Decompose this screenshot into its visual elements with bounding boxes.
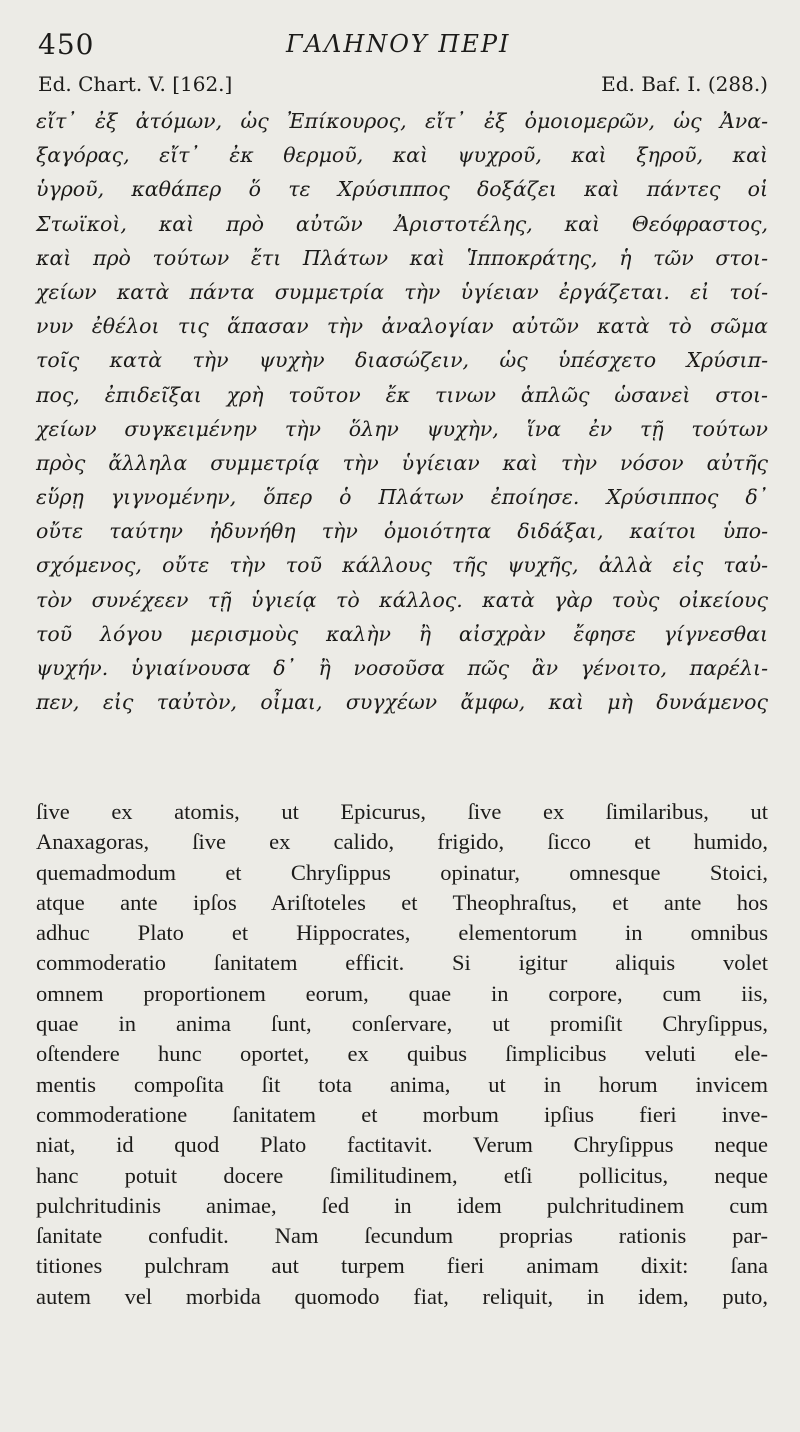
latin-text-line: oſtendere hunc oportet, ex quibus ſimplicibus veluti ele- <box>36 1041 768 1067</box>
latin-text-line: adhuc Plato et Hippocrates, elementorum in omnibus <box>36 920 768 946</box>
greek-text-line: τοῦ λόγου μερισμοὺς καλὴν ἢ αἰσχρὰν ἔφησε γίγνεσθαι <box>36 621 768 646</box>
latin-text-line: niat, id quod Plato factitavit. Verum Chryſippus neque <box>36 1132 768 1158</box>
latin-text-line: ſanitate confudit. Nam ſecundum proprias rationis par- <box>36 1223 768 1249</box>
greek-text-line: χείων συγκειμένην τὴν ὅλην ψυχὴν, ἵνα ἐν τῇ τούτων <box>36 416 768 441</box>
latin-text-line: commoderatio ſanitatem efficit. Si igitur aliquis volet <box>36 950 768 976</box>
edition-right: Ed. Baf. I. (288.) <box>601 72 768 96</box>
greek-text-line: ὑγροῦ, καθάπερ ὅ τε Χρύσιππος δοξάζει καὶ πάντες οἱ <box>36 177 768 202</box>
latin-text-line: ſive ex atomis, ut Epicurus, ſive ex ſimilaribus, ut <box>36 799 768 824</box>
page-header <box>38 26 768 66</box>
latin-text-line: omnem proportionem eorum, quae in corpore, cum iis, <box>36 980 768 1006</box>
greek-text-line: πεν, εἰς ταὐτὸν, οἶμαι, συγχέων ἄμφω, καὶ μὴ δυνάμενος <box>36 690 768 715</box>
greek-text-block <box>36 104 768 719</box>
greek-text-line: οὔτε ταύτην ἠδυνήθη τὴν ὁμοιότητα διδάξαι, καίτοι ὑπο- <box>36 519 768 544</box>
greek-text-line: τὸν συνέχεεν τῇ ὑγιείᾳ τὸ κάλλος. κατὰ γὰρ τοὺς οἰκείους <box>36 587 768 612</box>
greek-text-line: νυν ἐθέλοι τις ἅπασαν τὴν ἀναλογίαν αὐτῶν κατὰ τὸ σῶμα <box>36 314 768 339</box>
greek-text-line: Στωϊκοὶ, καὶ πρὸ αὐτῶν Ἀριστοτέλης, καὶ Θεόφραστος, <box>36 211 768 236</box>
greek-text-line: πος, ἐπιδεῖξαι χρὴ τοῦτον ἔκ τινων ἁπλῶς ὡσανεὶ στοι- <box>36 382 768 407</box>
latin-text-line: commoderatione ſanitatem et morbum ipſius fieri inve- <box>36 1101 768 1127</box>
edition-left: Ed. Chart. V. [162.] <box>38 72 233 96</box>
latin-text-block <box>36 797 768 1312</box>
greek-text-line: χείων κατὰ πάντα συμμετρία τὴν ὑγίειαν ἐργάζεται. εἰ τοί- <box>36 279 768 304</box>
greek-text-line: εἴτ᾿ ἐξ ἀτόμων, ὡς Ἐπίκουρος, εἴτ᾿ ἐξ ὁμοιομερῶν, ὡς Ἀνα- <box>36 109 768 133</box>
greek-text-line: ψυχήν. ὑγιαίνουσα δ᾿ ἢ νοσοῦσα πῶς ἂν γένοιτο, παρέλι- <box>36 656 768 680</box>
greek-text-line: σχόμενος, οὔτε τὴν τοῦ κάλλους τῆς ψυχῆς, ἀλλὰ εἰς ταὐ- <box>36 553 768 578</box>
greek-text-line: πρὸς ἄλληλα συμμετρίᾳ τὴν ὑγίειαν καὶ τὴν νόσον αὐτῆς <box>36 450 768 475</box>
latin-text-line: autem vel morbida quomodo fiat, reliquit, in idem, puto, <box>36 1283 768 1309</box>
latin-text-line: titiones pulchram aut turpem fieri animam dixit: ſana <box>36 1253 768 1279</box>
latin-text-line: atque ante ipſos Ariſtoteles et Theophraſtus, et ante hos <box>36 889 768 915</box>
greek-text-line: τοῖς κατὰ τὴν ψυχὴν διασώζειν, ὡς ὑπέσχετο Χρύσιπ- <box>36 348 768 373</box>
page-number: 450 <box>38 28 95 61</box>
latin-text-line: hanc potuit docere ſimilitudinem, etſi pollicitus, neque <box>36 1162 768 1188</box>
latin-text-line: quemadmodum et Chryſippus opinatur, omnesque Stoici, <box>36 859 768 885</box>
latin-text-line: quae in anima ſunt, conſervare, ut promiſit Chryſippus, <box>36 1011 768 1037</box>
latin-text-line: pulchritudinis animae, ſed in idem pulchritudinem cum <box>36 1192 768 1218</box>
latin-text-line: Anaxagoras, ſive ex calido, frigido, ſicco et humido, <box>36 829 768 855</box>
running-title: ΓΑΛΗΝΟΥ ΠΕΡΙ <box>286 30 511 58</box>
greek-text-line: καὶ πρὸ τούτων ἔτι Πλάτων καὶ Ἱπποκράτης, ἡ τῶν στοι- <box>36 245 768 270</box>
greek-text-line: ξαγόρας, εἴτ᾿ ἐκ θερμοῦ, καὶ ψυχροῦ, καὶ ξηροῦ, καὶ <box>36 143 768 168</box>
latin-text-line: mentis compoſita ſit tota anima, ut in horum invicem <box>36 1071 768 1097</box>
edition-references <box>38 72 768 102</box>
greek-text-line: εὕρῃ γιγνομένην, ὅπερ ὁ Πλάτων ἐποίησε. Χρύσιππος δ᾿ <box>36 485 768 510</box>
